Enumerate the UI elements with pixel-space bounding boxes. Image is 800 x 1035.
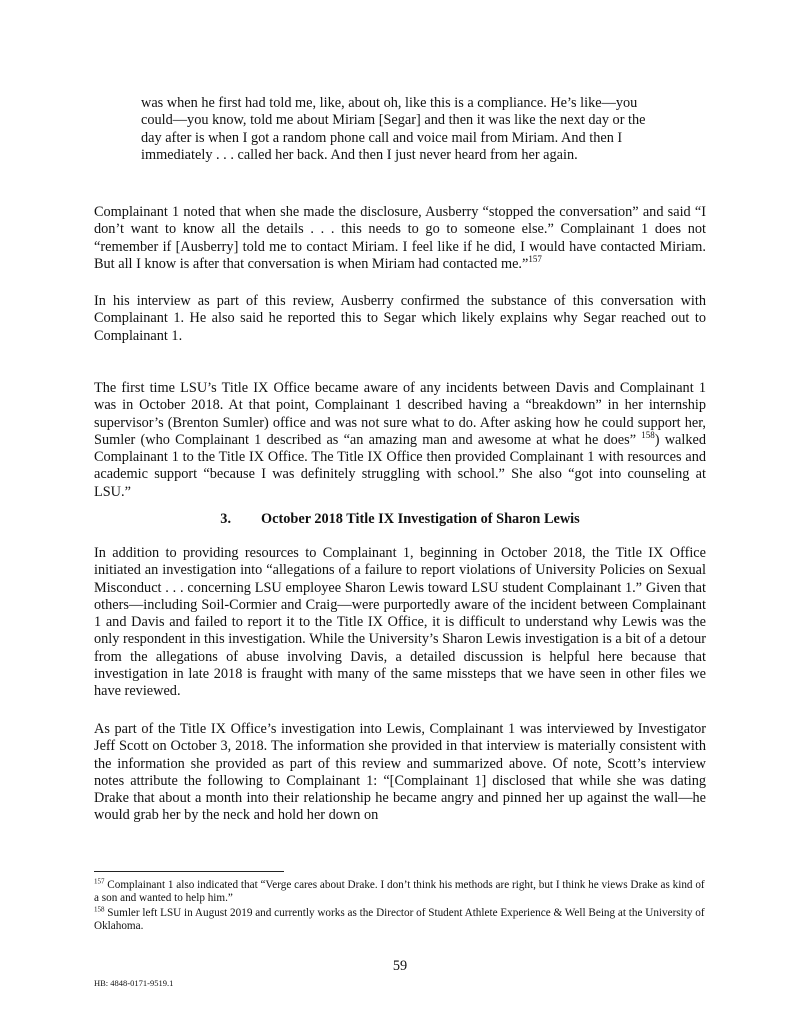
paragraph-3-text-before: The first time LSU’s Title IX Office became aware of any incidents between Davis and Complainant 1 was in October 2018. At that point, Complainant 1 described having a “breakdown” in her internship supervisor’s (Brenton Sumler) office and was not sure what to do. After asking how he could support her, Sumler (who Complainant 1 described as “an amazing man and awesome at what he does” bbox=[94, 380, 706, 448]
section-heading bbox=[94, 511, 706, 528]
paragraph-5: As part of the Title IX Office’s investigation into Lewis, Complainant 1 was interviewed by Investigator Jeff Scott on October 3, 2018. The information she provided in that interview is materially consistent with the information she provided as part of this review and summarized above. Of note, Scott’s interview notes attribute the following to Complainant 1: “[Complainant 1] disclosed that while she was dating Drake that about a month into their relationship he became angry and pinned her up against the wall—he would grab her by the neck and hold her down on bbox=[94, 721, 706, 824]
paragraph-1 bbox=[94, 204, 706, 273]
paragraph-3-text-after: ) walked Complainant 1 to the Title IX Office. The Title IX Office then provided Complainant 1 with resources and academic support “because I was definitely struggling with school.” She also “got into counseling at LSU.” bbox=[94, 431, 706, 500]
section-title: October 2018 Title IX Investigation of Sharon Lewis bbox=[261, 511, 580, 527]
paragraph-3 bbox=[94, 380, 706, 501]
footnote-158 bbox=[94, 907, 706, 933]
footnote-ref-157: 157 bbox=[528, 254, 542, 265]
footnote-158-number: 158 bbox=[94, 905, 105, 914]
page-number: 59 bbox=[392, 958, 408, 974]
block-quote: was when he first had told me, like, about oh, like this is a compliance. He’s like—you could—you know, told me about Miriam [Segar] and then it was like the next day or the day after is when I got a random phone call and voice mail from Miriam. And then I immediately . . . called her back. And then I just never heard from her again. bbox=[141, 95, 646, 163]
section-number: 3. bbox=[220, 511, 232, 527]
footnote-ref-158: 158 bbox=[641, 430, 655, 441]
footnote-158-text: Sumler left LSU in August 2019 and currently works as the Director of Student Athlete Experience & Well Being at the University of Oklahoma. bbox=[94, 907, 705, 932]
footnote-divider bbox=[94, 871, 284, 872]
footnote-157 bbox=[94, 879, 706, 905]
document-id: HB: 4848-0171-9519.1 bbox=[94, 978, 174, 988]
paragraph-1-text: Complainant 1 noted that when she made the disclosure, Ausberry “stopped the conversation” and said “I don’t want to know all the details . . . this needs to go to someone else.” Complainant 1 does not “remember if [Ausberry] told me to contact Miriam. I feel like if he did, I would have contacted Miriam. But all I know is after that conversation is when Miriam had contacted me.” bbox=[94, 204, 706, 272]
paragraph-2: In his interview as part of this review, Ausberry confirmed the substance of this conversation with Complainant 1. He also said he reported this to Segar which likely explains why Segar reached out to Complainant 1. bbox=[94, 293, 706, 344]
footnote-157-text: Complainant 1 also indicated that “Verge cares about Drake. I don’t think his methods are right, but I think he views Drake as kind of a son and wanted to help him.” bbox=[94, 879, 705, 904]
paragraph-4: In addition to providing resources to Complainant 1, beginning in October 2018, the Title IX Office initiated an investigation into “allegations of a failure to report violations of University Policies on Sexual Misconduct . . . concerning LSU employee Sharon Lewis toward LSU student Complainant 1.” Given that others—including Soil-Cormier and Craig—were purportedly aware of the incident between Complainant 1 and Davis and failed to report it to the Title IX Office, it is difficult to understand why Lewis was the only respondent in this investigation. While the University’s Sharon Lewis investigation is a bit of a detour from the allegations of abuse involving Davis, a detailed discussion is helpful here because that investigation in late 2018 is fraught with many of the same missteps that we have seen in other files we have reviewed. bbox=[94, 545, 706, 700]
footnote-157-number: 157 bbox=[94, 877, 105, 886]
